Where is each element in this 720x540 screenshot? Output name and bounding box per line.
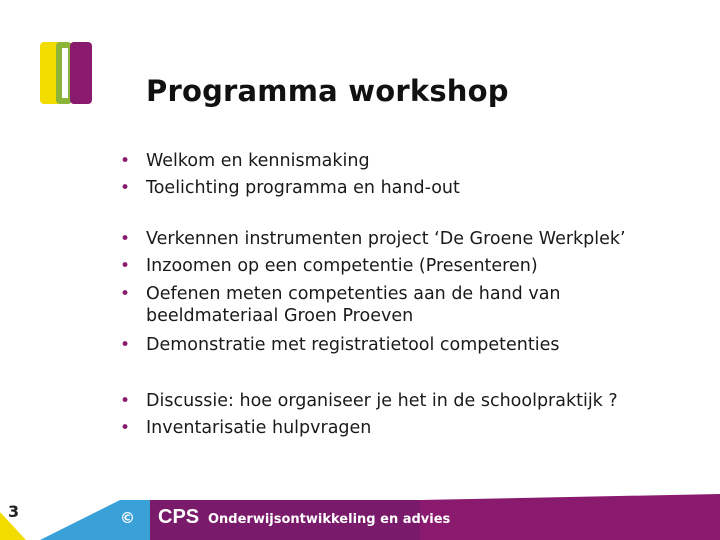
bullet-group-intro bbox=[120, 148, 686, 202]
bullet-group-program bbox=[120, 226, 686, 359]
list-item: • Inzoomen op een competentie (Presenteren) bbox=[120, 253, 686, 280]
page-title: Programma workshop bbox=[146, 74, 509, 108]
bullet-icon: • bbox=[120, 284, 131, 304]
list-item: • Welkom en kennismaking bbox=[120, 148, 686, 175]
bullet-icon: • bbox=[120, 151, 131, 171]
bullet-icon: • bbox=[120, 391, 131, 411]
bullet-icon: • bbox=[120, 229, 131, 249]
bullet-icon: • bbox=[120, 178, 131, 198]
list-item: • Inventarisatie hulpvragen bbox=[120, 415, 686, 442]
list-item: • Oefenen meten competenties aan de hand van beeldmateriaal Groen Proeven bbox=[120, 284, 561, 326]
bullet-icon: • bbox=[120, 418, 131, 438]
cps-logo-icon bbox=[40, 42, 92, 104]
brand-tagline: Onderwijsontwikkeling en advies bbox=[208, 512, 451, 527]
page-number: 3 bbox=[8, 502, 20, 521]
bullet-icon: • bbox=[120, 335, 131, 355]
list-item: • Demonstratie met registratietool competenties bbox=[120, 332, 686, 359]
list-item: • Verkennen instrumenten project ‘De Groene Werkplek’ bbox=[120, 226, 686, 253]
bullet-group-discussion bbox=[120, 388, 686, 442]
list-item: • Discussie: hoe organiseer je het in de schoolpraktijk ? bbox=[120, 388, 686, 415]
brand-name: CPS bbox=[158, 506, 200, 528]
copyright-icon: © bbox=[120, 509, 135, 527]
bullet-icon: • bbox=[120, 256, 131, 276]
list-item: • Toelichting programma en hand-out bbox=[120, 175, 686, 202]
